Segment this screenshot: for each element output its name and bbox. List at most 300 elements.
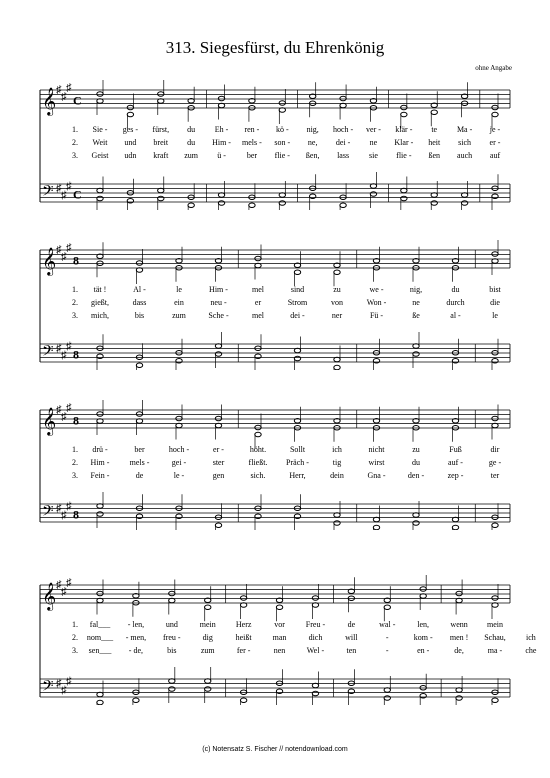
lyric-syllable: will [345,633,358,642]
lyric-syllable: die [490,298,500,307]
lyric-syllable: ü - [217,151,226,160]
lyric-syllable: udn [124,151,137,160]
lyric-syllable: du [187,138,196,147]
treble-note [492,416,498,421]
lyric-syllable: ner [331,311,343,320]
author-credit: ohne Angabe [475,64,512,72]
sharp-sign: ♯ [61,90,67,103]
treble-note [492,423,498,428]
lyric-syllable: Eh - [214,125,229,134]
lyric-syllable: mels - [242,138,262,147]
treble-note [255,263,261,268]
bass-note [158,188,164,193]
treble-note [240,603,246,608]
bass-note [334,521,340,526]
bass-note [294,356,300,361]
treble-note [176,423,182,428]
bass-note [294,348,300,353]
time-signature: C [73,93,82,108]
lyric-syllable: je - [489,125,501,134]
lyric-syllable: heit [428,138,441,147]
bass-note [97,188,103,193]
music-system-1 [0,80,550,210]
lyric-syllable: Him - [90,458,110,467]
lyric-syllable: kö - [275,125,289,134]
treble-note [340,103,346,108]
lyric-syllable: hoch - [168,445,190,454]
lyric-syllable: ich [332,445,342,454]
bass-note [373,358,379,363]
bass-note [188,203,194,208]
lyric-syllable: son - [274,138,291,147]
treble-note [169,591,175,596]
lyric-syllable: ße [412,311,420,320]
sharp-sign: ♯ [56,677,62,690]
lyric-syllable: du [412,458,420,467]
bass-note [294,514,300,519]
lyric-syllable: von [331,298,343,307]
treble-clef: 𝄞 [42,584,57,610]
lyric-syllable: zu [333,285,341,294]
bass-note [136,363,142,368]
lyric-syllable: wirst [368,458,385,467]
lyric-syllable: Weit [92,138,108,147]
treble-note [255,432,261,437]
treble-note [431,110,437,115]
bass-note [413,513,419,518]
bass-note [312,683,318,688]
bass-note [169,679,175,684]
lyric-syllable: sind [290,285,305,294]
lyric-syllable: Wel - [306,646,325,655]
treble-note [169,598,175,603]
time-signature: 8 [73,253,79,268]
lyric-syllable: ne [412,298,420,307]
lyric-syllable: höht. [249,445,267,454]
lyric-syllable: durch [446,298,465,307]
lyric-syllable: sich [458,138,472,147]
bass-note [215,344,221,349]
lyric-syllable: ter [490,471,500,480]
bass-note [205,687,211,692]
sharp-sign: ♯ [61,585,67,598]
bass-note [279,201,285,206]
lyric-syllable: Ma - [456,125,473,134]
lyric-syllable: de, [454,646,464,655]
lyric-syllable: lass [337,151,350,160]
lyric-syllable: sich. [250,471,266,480]
lyric-syllable: kraft [153,151,169,160]
treble-note [97,92,103,97]
lyric-syllable: ges - [122,125,139,134]
lyric-syllable: bis [134,311,145,320]
bass-note [492,523,498,528]
treble-note [401,112,407,117]
sharp-sign: ♯ [66,500,72,513]
treble-note [136,419,142,424]
lyric-syllable: men ! [449,633,469,642]
treble-note [127,112,133,117]
bass-note [456,688,462,693]
bass-note [97,692,103,697]
lyric-syllable: al - [450,311,461,320]
bass-note [452,525,458,530]
treble-note [255,256,261,261]
bass-note [456,696,462,701]
sharp-sign: ♯ [56,404,62,416]
lyric-syllable: de [135,471,144,480]
bass-note [97,700,103,705]
lyric-syllable: - [385,646,389,655]
lyric-syllable: neu - [210,298,227,307]
sharp-sign: ♯ [61,189,67,202]
bass-note [401,196,407,201]
bass-note [133,698,139,703]
treble-note [97,412,103,417]
treble-note [294,270,300,275]
verse-number: 3. [72,151,78,160]
lyric-syllable: ver - [366,125,381,134]
lyric-syllable: zum [200,646,215,655]
lyric-syllable: ne, [307,138,318,147]
lyric-syllable: vor [274,620,285,629]
sharp-sign: ♯ [56,182,62,195]
lyric-syllable: Herr, [289,471,306,480]
treble-clef: 𝄞 [42,249,57,275]
bass-note [240,698,246,703]
lyric-syllable: Fü - [369,311,384,320]
treble-note [136,268,142,273]
lyric-syllable: gei - [171,458,187,467]
time-signature: 8 [73,507,79,522]
lyric-syllable: Klar - [394,138,414,147]
lyric-syllable: ßen, [305,151,320,160]
bass-note [334,365,340,370]
treble-note [492,596,498,601]
bass-note [169,687,175,692]
lyric-syllable: Herz [235,620,252,629]
bass-note [176,514,182,519]
bass-note [215,352,221,357]
treble-note [136,261,142,266]
lyric-syllable: du [187,125,196,134]
time-signature: 8 [73,347,79,362]
lyric-syllable: zep - [447,471,464,480]
music-system-3 [0,400,550,530]
lyric-syllable: ren - [244,125,260,134]
lyric-syllable: ßen [428,151,441,160]
lyric-syllable: mel [252,285,264,294]
sharp-sign: ♯ [56,579,62,591]
bass-note [492,698,498,703]
bass-note [312,691,318,696]
lyric-syllable: - [385,633,389,642]
bass-note [334,357,340,362]
bass-note [370,184,376,189]
lyric-syllable: dei - [335,138,351,147]
bass-note [97,196,103,201]
lyric-syllable: auf - [448,458,463,467]
lyric-syllable: en - [417,646,430,655]
lyric-syllable: Schau, [484,633,506,642]
lyric-syllable: ma - [487,646,503,655]
bass-note [461,201,467,206]
treble-note [340,96,346,101]
verse-number: 3. [72,471,78,480]
lyric-syllable: nen [273,646,286,655]
treble-note [420,594,426,599]
treble-note [158,99,164,104]
bass-note [420,693,426,698]
bass-note [218,193,224,198]
treble-note [384,605,390,610]
lyric-syllable: breit [153,138,169,147]
verse-number: 1. [72,125,78,134]
lyric-syllable: und [165,620,178,629]
verse-number: 2. [72,458,78,467]
lyric-syllable: zu [412,445,420,454]
bass-note [431,201,437,206]
lyric-syllable: du [451,285,460,294]
sharp-sign: ♯ [66,576,72,589]
lyric-syllable: auch [457,151,473,160]
bass-note [97,512,103,517]
bass-note [334,513,340,518]
lyric-syllable: und [124,138,137,147]
treble-note [279,108,285,113]
lyric-syllable: gen [212,471,225,480]
bass-note [384,688,390,693]
bass-note [136,514,142,519]
lyric-syllable: mich, [91,311,109,320]
lyric-syllable: Sche - [208,311,229,320]
lyric-syllable: Him - [212,138,231,147]
lyric-syllable: er [254,298,262,307]
treble-note [240,596,246,601]
bass-note [370,192,376,197]
treble-note [205,605,211,610]
bass-note [492,358,498,363]
lyric-syllable: mein [487,620,503,629]
lyric-syllable: mel [252,311,264,320]
lyric-syllable: flie - [396,151,412,160]
lyric-syllable: er - [489,138,501,147]
lyric-syllable: dass [132,298,147,307]
lyric-syllable: wenn [450,620,468,629]
lyric-syllable: - men, [125,633,147,642]
verse-number: 2. [72,298,78,307]
lyric-syllable: fer - [236,646,251,655]
sharp-sign: ♯ [56,244,62,256]
lyric-syllable: Him - [209,285,228,294]
bass-note [279,193,285,198]
bass-note [492,194,498,199]
bass-note [309,194,315,199]
treble-clef: 𝄞 [42,89,57,115]
sharp-sign: ♯ [61,250,67,263]
lyric-syllable: le - [173,471,185,480]
treble-note [492,112,498,117]
sharp-sign: ♯ [56,342,62,355]
bass-clef: 𝄢 [42,502,54,523]
bass-note [255,514,261,519]
treble-note [215,416,221,421]
treble-note [492,252,498,257]
verse-number: 2. [72,138,78,147]
lyric-syllable: Geist [91,151,109,160]
lyric-syllable: Gna - [367,471,386,480]
treble-note [97,419,103,424]
lyric-syllable: hoch - [332,125,354,134]
lyric-syllable: de [347,620,356,629]
lyric-syllable: zum [172,311,186,320]
bass-note [348,689,354,694]
lyric-syllable: drü - [92,445,108,454]
lyric-syllable: freu - [163,633,181,642]
lyric-syllable: zum [184,151,199,160]
lyric-syllable: dig [202,633,213,642]
sharp-sign: ♯ [66,180,72,193]
lyric-syllable: dich [308,633,323,642]
treble-clef: 𝄞 [42,409,57,435]
bass-note [97,354,103,359]
bass-note [431,193,437,198]
lyric-syllable: Won - [366,298,387,307]
bass-note [401,188,407,193]
bass-note [452,517,458,522]
treble-note [97,591,103,596]
sharp-sign: ♯ [56,502,62,515]
treble-note [176,416,182,421]
lyric-syllable: gießt, [91,298,109,307]
bass-note [97,504,103,509]
bass-note [413,344,419,349]
time-signature: C [73,187,82,202]
sharp-sign: ♯ [66,241,72,254]
lyric-syllable: nig, [306,125,319,134]
treble-note [279,101,285,106]
music-system-2 [0,240,550,370]
verse-number: 1. [72,285,78,294]
bass-note [176,358,182,363]
treble-note [97,99,103,104]
bass-note [461,193,467,198]
verse-number: 3. [72,311,78,320]
treble-note [255,425,261,430]
lyric-syllable: ten [346,646,357,655]
bass-note [373,525,379,530]
treble-note [492,105,498,110]
lyric-syllable: sie [369,151,378,160]
lyric-syllable: Strom [287,298,308,307]
treble-note [492,603,498,608]
sharp-sign: ♯ [66,81,72,94]
bass-note [158,196,164,201]
lyric-syllable: er - [213,445,224,454]
bass-clef: 𝄢 [42,342,54,363]
treble-note [218,96,224,101]
lyric-syllable: Präch - [286,458,309,467]
lyric-syllable: Freu - [305,620,326,629]
lyric-syllable: mels - [129,458,150,467]
bass-note [373,517,379,522]
lyric-syllable: - de, [128,646,144,655]
lyric-syllable: fließt. [248,458,268,467]
bass-note [276,689,282,694]
lyric-syllable: Sie - [92,125,108,134]
sharp-sign: ♯ [61,684,67,697]
bass-note [255,354,261,359]
treble-note [312,603,318,608]
bass-note [249,203,255,208]
treble-note [456,591,462,596]
lyric-syllable: fal___ [89,620,111,629]
treble-note [97,598,103,603]
treble-note [127,105,133,110]
treble-note [218,103,224,108]
lyric-syllable: auf [489,151,501,160]
lyric-syllable: kom - [413,633,433,642]
lyric-syllable: wal - [379,620,396,629]
lyric-syllable: flie - [274,151,290,160]
lyric-syllable: nicht [368,445,385,454]
lyric-syllable: len, [417,620,430,629]
lyric-syllable: Sollt [289,445,306,454]
lyric-syllable: sen___ [88,646,112,655]
footer-copyright: (c) Notensatz S. Fischer // notendownload.com [202,746,348,753]
bass-note [413,521,419,526]
lyric-syllable: bist [489,285,501,294]
lyric-syllable: ber [246,151,258,160]
sharp-sign: ♯ [66,401,72,414]
bass-note [127,198,133,203]
lyric-syllable: fürst, [152,125,170,134]
lyric-syllable: - len, [127,620,145,629]
sharp-sign: ♯ [61,349,67,362]
treble-note [401,105,407,110]
lyric-syllable: klär - [395,125,413,134]
sharp-sign: ♯ [66,340,72,353]
bass-note [218,201,224,206]
lyric-syllable: ich [526,633,536,642]
lyric-syllable: le [176,285,182,294]
lyric-syllable: dei - [290,311,305,320]
lyric-syllable: dir [490,445,500,454]
lyric-syllable: ber [134,445,145,454]
bass-note [205,679,211,684]
verse-number: 3. [72,646,78,655]
lyric-syllable: tig [332,458,342,467]
lyric-syllable: le [492,311,498,320]
music-system-4 [0,575,550,705]
sharp-sign: ♯ [61,410,67,423]
bass-note [215,523,221,528]
time-signature: 8 [73,413,79,428]
treble-note [420,587,426,592]
bass-note [384,696,390,701]
treble-note [158,92,164,97]
lyric-syllable: man [272,633,287,642]
treble-note [276,605,282,610]
lyric-syllable: dein [330,471,344,480]
lyric-syllable: we - [369,285,384,294]
song-title: 313. Siegesfürst, du Ehrenkönig [165,38,385,57]
lyric-syllable: Fuß [449,445,462,454]
lyric-syllable: ge - [488,458,502,467]
sharp-sign: ♯ [66,675,72,688]
lyric-syllable: nig, [409,285,423,294]
lyric-syllable: heißt [235,633,252,642]
